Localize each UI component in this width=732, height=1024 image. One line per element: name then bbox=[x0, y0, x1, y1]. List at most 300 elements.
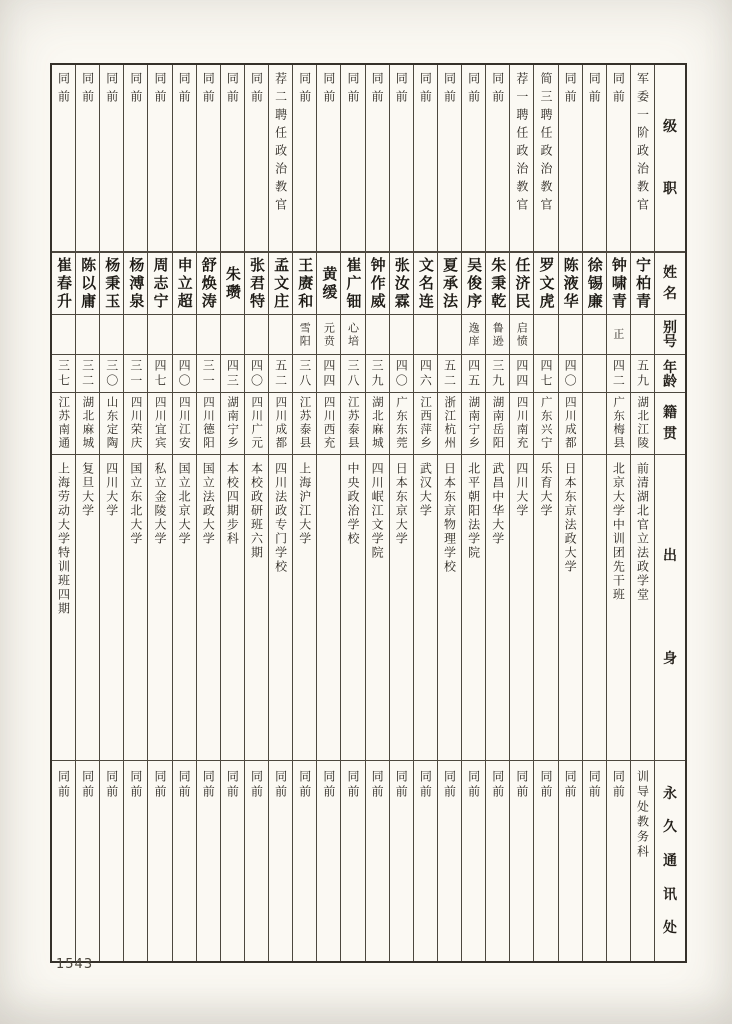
row-header-char: 职 bbox=[663, 181, 677, 198]
cell-text-rank: 荐二聘任政治教官 bbox=[273, 72, 288, 216]
cell-alias bbox=[269, 314, 292, 354]
cell-contact bbox=[293, 760, 316, 961]
cell-native bbox=[631, 392, 654, 454]
cell-text-native: 浙江杭州 bbox=[443, 396, 458, 450]
cell-name bbox=[269, 251, 292, 314]
cell-background bbox=[510, 454, 533, 760]
cell-alias bbox=[317, 314, 340, 354]
cell-text-native: 四川江安 bbox=[177, 396, 192, 450]
cell-name bbox=[148, 251, 171, 314]
cell-text-alias: 逸庠 bbox=[467, 321, 481, 348]
row-header-char: 处 bbox=[663, 920, 677, 937]
cell-alias bbox=[100, 314, 123, 354]
cell-text-background: 北京大学中训团先干班 bbox=[611, 462, 626, 602]
cell-text-age: 四二 bbox=[611, 358, 626, 389]
cell-text-native: 四川南充 bbox=[515, 396, 530, 450]
cell-text-contact: 同前 bbox=[297, 770, 312, 800]
cell-text-contact: 同前 bbox=[56, 770, 71, 800]
cell-text-contact: 同前 bbox=[177, 770, 192, 800]
cell-text-background: 武昌中华大学 bbox=[490, 462, 505, 546]
cell-name bbox=[341, 251, 364, 314]
cell-text-name: 夏承法 bbox=[440, 256, 459, 311]
row-header-char: 别 bbox=[663, 320, 677, 336]
person-column-10 bbox=[413, 65, 437, 961]
cell-text-alias: 启愤 bbox=[515, 321, 529, 348]
cell-native bbox=[293, 392, 316, 454]
cell-text-rank: 同前 bbox=[321, 72, 336, 108]
cell-native bbox=[438, 392, 461, 454]
cell-contact bbox=[221, 760, 244, 961]
cell-text-native: 四川成都 bbox=[274, 396, 289, 450]
cell-background bbox=[534, 454, 557, 760]
cell-native bbox=[173, 392, 196, 454]
cell-text-age: 三七 bbox=[56, 358, 71, 389]
cell-native bbox=[462, 392, 485, 454]
cell-age bbox=[486, 354, 509, 392]
cell-text-age: 三九 bbox=[370, 358, 385, 389]
cell-contact bbox=[438, 760, 461, 961]
cell-text-background: 国立东北大学 bbox=[128, 462, 143, 546]
person-column-18 bbox=[220, 65, 244, 961]
cell-text-native: 江西萍乡 bbox=[419, 396, 434, 450]
cell-text-native: 山东定陶 bbox=[105, 396, 120, 450]
cell-alias bbox=[366, 314, 389, 354]
cell-text-age: 四〇 bbox=[394, 358, 409, 389]
cell-age bbox=[583, 354, 606, 392]
cell-text-age: 四〇 bbox=[563, 358, 578, 389]
row-header-background bbox=[655, 454, 685, 760]
cell-age bbox=[100, 354, 123, 392]
cell-name bbox=[366, 251, 389, 314]
cell-rank bbox=[366, 65, 389, 251]
cell-age bbox=[510, 354, 533, 392]
cell-native bbox=[607, 392, 630, 454]
cell-contact bbox=[486, 760, 509, 961]
cell-text-name: 吴俊序 bbox=[465, 256, 484, 311]
person-column-2 bbox=[606, 65, 630, 961]
cell-contact bbox=[510, 760, 533, 961]
cell-text-name: 杨溥泉 bbox=[127, 256, 146, 311]
cell-name bbox=[438, 251, 461, 314]
cell-rank bbox=[197, 65, 220, 251]
cell-text-background: 前清湖北官立法政学堂 bbox=[635, 462, 650, 602]
cell-background bbox=[438, 454, 461, 760]
cell-rank bbox=[76, 65, 99, 251]
cell-rank bbox=[390, 65, 413, 251]
cell-text-contact: 同前 bbox=[80, 770, 95, 800]
cell-text-background: 四川大学 bbox=[104, 462, 119, 518]
cell-text-contact: 同前 bbox=[128, 770, 143, 800]
cell-text-native: 四川广元 bbox=[250, 396, 265, 450]
cell-text-name: 文名连 bbox=[416, 256, 435, 311]
cell-contact bbox=[100, 760, 123, 961]
person-column-9 bbox=[437, 65, 461, 961]
cell-text-name: 崔春升 bbox=[54, 256, 73, 311]
cell-text-native: 江苏泰县 bbox=[346, 396, 361, 450]
cell-text-alias: 心培 bbox=[346, 321, 360, 348]
cell-text-background: 本校政研班六期 bbox=[249, 462, 264, 560]
cell-text-contact: 同前 bbox=[538, 770, 553, 800]
cell-contact bbox=[52, 760, 75, 961]
cell-rank bbox=[462, 65, 485, 251]
cell-alias bbox=[631, 314, 654, 354]
cell-alias bbox=[124, 314, 147, 354]
cell-name bbox=[76, 251, 99, 314]
cell-alias bbox=[559, 314, 582, 354]
cell-text-rank: 同前 bbox=[201, 72, 216, 108]
cell-contact bbox=[245, 760, 268, 961]
cell-rank bbox=[510, 65, 533, 251]
cell-alias bbox=[438, 314, 461, 354]
cell-text-native: 四川西充 bbox=[322, 396, 337, 450]
cell-background bbox=[269, 454, 292, 760]
cell-contact bbox=[462, 760, 485, 961]
cell-age bbox=[341, 354, 364, 392]
cell-text-background: 国立北京大学 bbox=[177, 462, 192, 546]
cell-background bbox=[559, 454, 582, 760]
cell-text-contact: 同前 bbox=[418, 770, 433, 800]
person-column-1 bbox=[630, 65, 654, 961]
cell-alias bbox=[197, 314, 220, 354]
cell-text-age: 四〇 bbox=[249, 358, 264, 389]
cell-rank bbox=[607, 65, 630, 251]
cell-alias bbox=[462, 314, 485, 354]
cell-text-rank: 同前 bbox=[418, 72, 433, 108]
cell-text-native: 广东东莞 bbox=[394, 396, 409, 450]
cell-contact bbox=[414, 760, 437, 961]
cell-text-rank: 同前 bbox=[611, 72, 626, 108]
cell-age bbox=[631, 354, 654, 392]
row-header-char: 通 bbox=[663, 852, 677, 869]
cell-native bbox=[148, 392, 171, 454]
cell-native bbox=[197, 392, 220, 454]
cell-text-contact: 同前 bbox=[201, 770, 216, 800]
cell-text-background: 四川岷江文学院 bbox=[370, 462, 385, 560]
cell-text-contact: 同前 bbox=[104, 770, 119, 800]
cell-text-contact: 同前 bbox=[466, 770, 481, 800]
cell-text-contact: 同前 bbox=[225, 770, 240, 800]
row-header-char: 永 bbox=[663, 785, 677, 802]
cell-text-age: 四四 bbox=[514, 358, 529, 389]
person-column-4 bbox=[558, 65, 582, 961]
cell-text-name: 陈液华 bbox=[561, 256, 580, 311]
cell-background bbox=[607, 454, 630, 760]
cell-text-name: 钟啸青 bbox=[609, 256, 628, 311]
cell-text-alias: 正 bbox=[611, 328, 625, 341]
cell-contact bbox=[534, 760, 557, 961]
cell-text-native: 广东梅县 bbox=[612, 396, 627, 450]
cell-text-contact: 同前 bbox=[273, 770, 288, 800]
row-header-char: 年 bbox=[663, 360, 677, 376]
cell-rank bbox=[341, 65, 364, 251]
person-column-17 bbox=[244, 65, 268, 961]
cell-text-name: 周志宁 bbox=[151, 256, 170, 311]
cell-native bbox=[583, 392, 606, 454]
cell-age bbox=[148, 354, 171, 392]
cell-name bbox=[221, 251, 244, 314]
cell-text-age: 五二 bbox=[273, 358, 288, 389]
cell-text-alias: 雪阳 bbox=[298, 321, 312, 348]
cell-name bbox=[245, 251, 268, 314]
cell-native bbox=[510, 392, 533, 454]
cell-contact bbox=[173, 760, 196, 961]
cell-text-background: 武汉大学 bbox=[418, 462, 433, 518]
cell-contact bbox=[76, 760, 99, 961]
cell-contact bbox=[341, 760, 364, 961]
cell-text-background: 上海沪江大学 bbox=[297, 462, 312, 546]
row-header-char: 号 bbox=[663, 334, 677, 350]
person-column-12 bbox=[365, 65, 389, 961]
cell-native bbox=[317, 392, 340, 454]
cell-text-background: 乐育大学 bbox=[538, 462, 553, 518]
cell-text-name: 宁柏青 bbox=[633, 256, 652, 311]
cell-text-contact: 同前 bbox=[442, 770, 457, 800]
person-column-8 bbox=[461, 65, 485, 961]
cell-text-background: 复旦大学 bbox=[80, 462, 95, 518]
person-column-11 bbox=[389, 65, 413, 961]
cell-text-rank: 同前 bbox=[490, 72, 505, 108]
cell-rank bbox=[583, 65, 606, 251]
cell-background bbox=[462, 454, 485, 760]
cell-contact bbox=[631, 760, 654, 961]
cell-contact bbox=[197, 760, 220, 961]
cell-text-name: 罗文虎 bbox=[537, 256, 556, 311]
cell-contact bbox=[148, 760, 171, 961]
row-header-contact bbox=[655, 760, 685, 961]
cell-age bbox=[197, 354, 220, 392]
cell-contact bbox=[366, 760, 389, 961]
cell-text-name: 舒焕涛 bbox=[199, 256, 218, 311]
cell-name bbox=[100, 251, 123, 314]
cell-text-native: 湖南宁乡 bbox=[467, 396, 482, 450]
cell-alias bbox=[414, 314, 437, 354]
cell-rank bbox=[486, 65, 509, 251]
cell-name bbox=[486, 251, 509, 314]
cell-text-rank: 同前 bbox=[466, 72, 481, 108]
cell-rank bbox=[559, 65, 582, 251]
cell-age bbox=[559, 354, 582, 392]
cell-age bbox=[462, 354, 485, 392]
cell-text-contact: 同前 bbox=[370, 770, 385, 800]
cell-rank bbox=[100, 65, 123, 251]
row-header-char: 姓 bbox=[663, 265, 677, 281]
cell-rank bbox=[148, 65, 171, 251]
cell-text-name: 崔广钿 bbox=[344, 256, 363, 311]
cell-text-name: 陈以庸 bbox=[79, 256, 98, 311]
cell-text-rank: 同前 bbox=[345, 72, 360, 108]
cell-text-age: 五二 bbox=[442, 358, 457, 389]
page-number: 1543 bbox=[56, 957, 94, 972]
cell-text-age: 四〇 bbox=[177, 358, 192, 389]
cell-name bbox=[559, 251, 582, 314]
cell-text-background: 国立法政大学 bbox=[201, 462, 216, 546]
cell-name bbox=[124, 251, 147, 314]
cell-text-rank: 同前 bbox=[370, 72, 385, 108]
cell-text-contact: 同前 bbox=[249, 770, 264, 800]
cell-native bbox=[76, 392, 99, 454]
cell-text-rank: 同前 bbox=[225, 72, 240, 108]
cell-alias bbox=[534, 314, 557, 354]
cell-rank bbox=[124, 65, 147, 251]
cell-text-contact: 同前 bbox=[563, 770, 578, 800]
cell-text-background: 本校四期步科 bbox=[225, 462, 240, 546]
cell-text-rank: 同前 bbox=[249, 72, 264, 108]
row-header-age bbox=[655, 354, 685, 392]
cell-text-age: 四七 bbox=[152, 358, 167, 389]
cell-name bbox=[173, 251, 196, 314]
cell-text-age: 四五 bbox=[466, 358, 481, 389]
row-header-alias bbox=[655, 314, 685, 354]
cell-age bbox=[414, 354, 437, 392]
cell-contact bbox=[124, 760, 147, 961]
cell-text-background: 四川法政专门学校 bbox=[273, 462, 288, 574]
cell-text-alias: 鲁逊 bbox=[491, 321, 505, 348]
cell-rank bbox=[438, 65, 461, 251]
cell-rank bbox=[414, 65, 437, 251]
cell-background bbox=[631, 454, 654, 760]
cell-text-rank: 同前 bbox=[394, 72, 409, 108]
cell-background bbox=[414, 454, 437, 760]
cell-age bbox=[173, 354, 196, 392]
cell-native bbox=[559, 392, 582, 454]
row-header-char: 出 bbox=[663, 548, 677, 565]
cell-text-rank: 同前 bbox=[128, 72, 143, 108]
person-column-24 bbox=[75, 65, 99, 961]
cell-text-name: 黄缓 bbox=[320, 265, 339, 302]
cell-name bbox=[583, 251, 606, 314]
cell-native bbox=[269, 392, 292, 454]
cell-text-background: 日本东京大学 bbox=[394, 462, 409, 546]
cell-text-native: 湖北江陵 bbox=[636, 396, 651, 450]
cell-age bbox=[317, 354, 340, 392]
cell-text-rank: 同前 bbox=[563, 72, 578, 108]
cell-text-native: 四川成都 bbox=[563, 396, 578, 450]
cell-text-rank: 简三聘任政治教官 bbox=[538, 72, 553, 216]
cell-contact bbox=[317, 760, 340, 961]
cell-text-rank: 同前 bbox=[177, 72, 192, 108]
person-column-25 bbox=[52, 65, 75, 961]
person-column-3 bbox=[582, 65, 606, 961]
cell-background bbox=[317, 454, 340, 760]
cell-name bbox=[414, 251, 437, 314]
cell-background bbox=[52, 454, 75, 760]
cell-rank bbox=[317, 65, 340, 251]
cell-text-background: 中央政治学校 bbox=[345, 462, 360, 546]
cell-rank bbox=[221, 65, 244, 251]
cell-contact bbox=[583, 760, 606, 961]
person-column-21 bbox=[147, 65, 171, 961]
cell-background bbox=[366, 454, 389, 760]
cell-text-age: 三〇 bbox=[104, 358, 119, 389]
cell-rank bbox=[293, 65, 316, 251]
cell-age bbox=[269, 354, 292, 392]
cell-text-age: 五九 bbox=[635, 358, 650, 389]
cell-text-rank: 同前 bbox=[152, 72, 167, 108]
row-header-name bbox=[655, 251, 685, 314]
row-header-char: 讯 bbox=[663, 886, 677, 903]
cell-rank bbox=[173, 65, 196, 251]
cell-native bbox=[341, 392, 364, 454]
cell-age bbox=[221, 354, 244, 392]
cell-native bbox=[390, 392, 413, 454]
cell-text-age: 四六 bbox=[418, 358, 433, 389]
cell-text-name: 任济民 bbox=[513, 256, 532, 311]
cell-age bbox=[52, 354, 75, 392]
cell-contact bbox=[559, 760, 582, 961]
cell-rank bbox=[245, 65, 268, 251]
cell-text-background: 上海劳动大学特训班四期 bbox=[56, 462, 71, 616]
cell-alias bbox=[173, 314, 196, 354]
cell-background bbox=[124, 454, 147, 760]
cell-native bbox=[100, 392, 123, 454]
cell-name bbox=[197, 251, 220, 314]
person-column-7 bbox=[485, 65, 509, 961]
cell-age bbox=[366, 354, 389, 392]
cell-native bbox=[486, 392, 509, 454]
person-column-5 bbox=[533, 65, 557, 961]
cell-text-name: 杨秉玉 bbox=[103, 256, 122, 311]
cell-contact bbox=[269, 760, 292, 961]
cell-text-background: 日本东京法政大学 bbox=[563, 462, 578, 574]
cell-name bbox=[631, 251, 654, 314]
cell-text-background: 私立金陵大学 bbox=[152, 462, 167, 546]
cell-native bbox=[124, 392, 147, 454]
cell-text-name: 王赓和 bbox=[296, 256, 315, 311]
person-column-23 bbox=[99, 65, 123, 961]
cell-native bbox=[221, 392, 244, 454]
cell-text-contact: 同前 bbox=[321, 770, 336, 800]
cell-text-rank: 荐一聘任政治教官 bbox=[514, 72, 529, 216]
cell-age bbox=[293, 354, 316, 392]
cell-text-background: 四川大学 bbox=[514, 462, 529, 518]
cell-text-contact: 同前 bbox=[152, 770, 167, 800]
cell-text-alias: 元贲 bbox=[322, 321, 336, 348]
cell-text-name: 朱瓒 bbox=[223, 265, 242, 302]
cell-text-contact: 同前 bbox=[587, 770, 602, 800]
cell-native bbox=[414, 392, 437, 454]
cell-age bbox=[607, 354, 630, 392]
cell-alias bbox=[486, 314, 509, 354]
cell-text-rank: 同前 bbox=[297, 72, 312, 108]
cell-rank bbox=[52, 65, 75, 251]
cell-text-age: 四三 bbox=[225, 358, 240, 389]
cell-rank bbox=[269, 65, 292, 251]
cell-text-age: 三九 bbox=[490, 358, 505, 389]
cell-age bbox=[245, 354, 268, 392]
cell-background bbox=[197, 454, 220, 760]
row-header-char: 籍 bbox=[663, 405, 677, 421]
cell-contact bbox=[607, 760, 630, 961]
cell-age bbox=[438, 354, 461, 392]
personnel-table bbox=[50, 63, 687, 963]
cell-text-rank: 同前 bbox=[56, 72, 71, 108]
cell-background bbox=[583, 454, 606, 760]
cell-text-native: 湖北麻城 bbox=[370, 396, 385, 450]
cell-text-native: 四川荣庆 bbox=[129, 396, 144, 450]
cell-native bbox=[366, 392, 389, 454]
cell-background bbox=[486, 454, 509, 760]
cell-name bbox=[52, 251, 75, 314]
cell-native bbox=[52, 392, 75, 454]
cell-text-contact: 同前 bbox=[490, 770, 505, 800]
cell-text-age: 三八 bbox=[345, 358, 360, 389]
person-column-20 bbox=[172, 65, 196, 961]
cell-text-age: 三二 bbox=[80, 358, 95, 389]
cell-name bbox=[607, 251, 630, 314]
row-header-char: 级 bbox=[663, 118, 677, 135]
cell-text-native: 湖南岳阳 bbox=[491, 396, 506, 450]
cell-background bbox=[173, 454, 196, 760]
